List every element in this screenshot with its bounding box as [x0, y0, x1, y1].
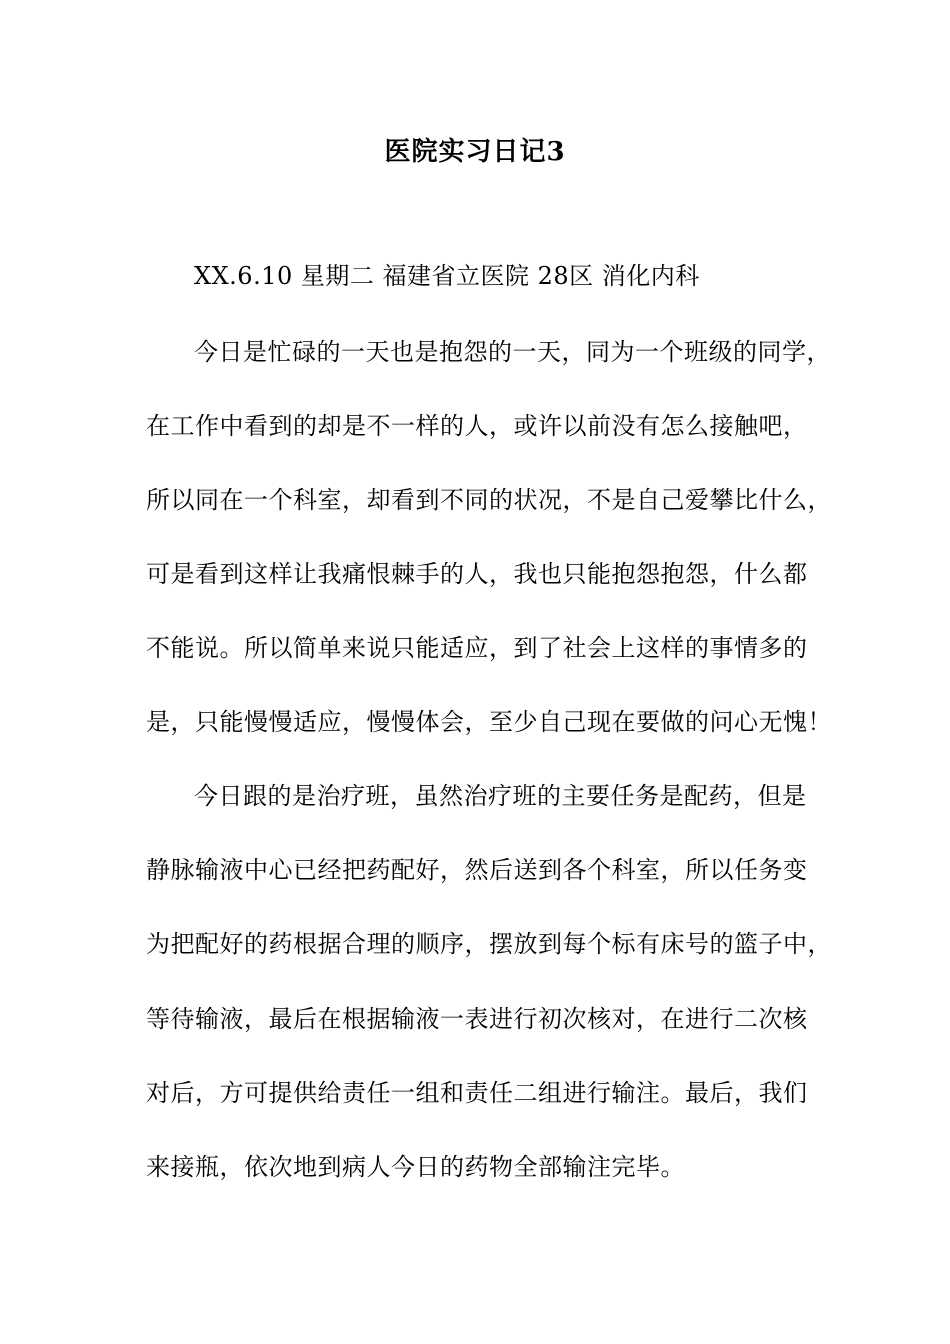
diary-header-line: XX.6.10 星期二 福建省立医院 28区 消化内科	[194, 262, 700, 290]
paragraph-2-line-3: 为把配好的药根据合理的顺序，摆放到每个标有床号的篮子中，	[146, 930, 832, 958]
paragraph-1-line-1: 今日是忙碌的一天也是抱怨的一天，同为一个班级的同学，	[194, 338, 831, 366]
paragraph-2-line-6: 来接瓶，依次地到病人今日的药物全部输注完毕。	[146, 1153, 685, 1181]
paragraph-2-line-2: 静脉输液中心已经把药配好，然后送到各个科室，所以任务变	[146, 856, 808, 884]
paragraph-1-line-2: 在工作中看到的却是不一样的人，或许以前没有怎么接触吧，	[146, 412, 808, 440]
paragraph-1-line-4: 可是看到这样让我痛恨棘手的人，我也只能抱怨抱怨，什么都	[146, 560, 808, 588]
paragraph-1-line-3: 所以同在一个科室，却看到不同的状况，不是自己爱攀比什么，	[146, 486, 832, 514]
paragraph-1-line-5: 不能说。所以简单来说只能适应，到了社会上这样的事情多的	[146, 634, 808, 662]
paragraph-2-line-5: 对后，方可提供给责任一组和责任二组进行输注。最后，我们	[146, 1079, 808, 1107]
document-title: 医院实习日记3	[384, 137, 566, 167]
paragraph-2-line-1: 今日跟的是治疗班，虽然治疗班的主要任务是配药，但是	[194, 782, 807, 810]
paragraph-1-line-6: 是，只能慢慢适应，慢慢体会，至少自己现在要做的问心无愧！	[146, 708, 832, 736]
paragraph-2-line-4: 等待输液，最后在根据输液一表进行初次核对，在进行二次核	[146, 1005, 808, 1033]
